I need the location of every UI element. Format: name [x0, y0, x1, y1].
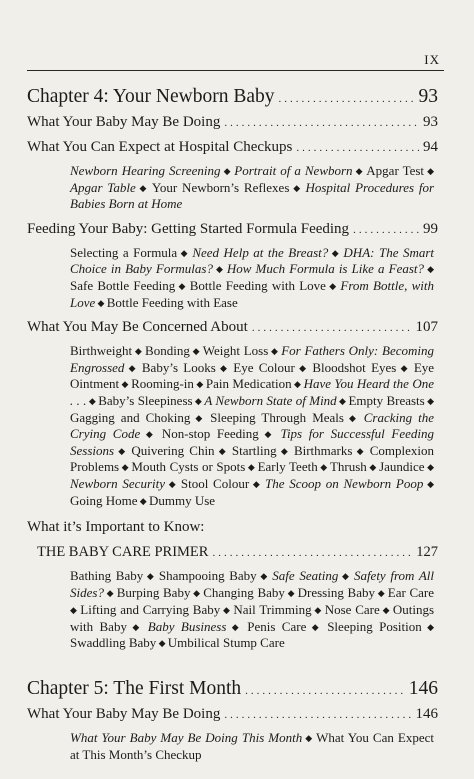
topic-item: Changing Baby — [203, 584, 285, 600]
topic-item: Penis Care — [247, 618, 307, 634]
diamond-separator-icon: ◆ — [245, 462, 258, 473]
dot-leader — [252, 322, 412, 334]
topic-item: Hospital Procedures for Babies Born at Home — [70, 179, 435, 212]
diamond-separator-icon: ◆ — [352, 445, 370, 456]
diamond-separator-icon: ◆ — [396, 362, 414, 373]
topic-item: Selecting a Formula — [70, 244, 178, 260]
diamond-separator-icon: ◆ — [114, 445, 132, 456]
diamond-separator-icon: ◆ — [424, 395, 435, 406]
diamond-separator-icon: ◆ — [306, 621, 328, 632]
topic-item: Sleeping Position — [327, 618, 422, 634]
diamond-separator-icon: ◆ — [175, 280, 190, 291]
topic-item: Cracking the Crying Code — [70, 409, 435, 442]
topic-item: Your Newborn’s Reflexes — [151, 179, 290, 195]
diamond-separator-icon: ◆ — [190, 587, 204, 598]
topic-item: Baby’s Looks — [141, 359, 216, 375]
diamond-separator-icon: ◆ — [165, 478, 181, 489]
diamond-separator-icon: ◆ — [124, 362, 142, 373]
topic-item: For Fathers Only: Becoming Engrossed — [70, 343, 434, 375]
diamond-separator-icon: ◆ — [193, 379, 206, 390]
topic-item: Lifting and Carrying Baby — [80, 602, 221, 618]
diamond-separator-icon: ◆ — [249, 478, 266, 489]
topic-item: Safe Seating — [272, 568, 339, 584]
toc-entry-page: 93 — [423, 114, 438, 130]
diamond-separator-icon: ◆ — [192, 395, 205, 406]
topic-item: Swaddling Baby — [70, 635, 157, 651]
topic-item: Mouth Cysts or Spots — [131, 459, 246, 475]
diamond-separator-icon: ◆ — [95, 297, 107, 308]
diamond-separator-icon: ◆ — [294, 362, 313, 373]
topic-item: Rooming-in — [131, 376, 194, 392]
diamond-separator-icon: ◆ — [302, 733, 317, 744]
topic-item: Bonding — [145, 343, 190, 359]
topic-item: Complexion Problems — [70, 442, 435, 475]
topic-item: Need Help at the Breast? — [192, 244, 329, 260]
diamond-separator-icon: ◆ — [258, 429, 281, 440]
topic-item: Quivering Chin — [131, 442, 215, 458]
topic-item: Empty Breasts — [348, 392, 425, 408]
diamond-separator-icon: ◆ — [119, 379, 132, 390]
toc-entry-title: What You Can Expect at Hospital Checkups — [27, 139, 293, 155]
toc-section-label: What it’s Important to Know: — [27, 519, 205, 536]
topic-item: Newborn Hearing Screening — [70, 163, 221, 178]
topic-item: Bottle Feeding with Love — [189, 277, 326, 293]
diamond-separator-icon: ◆ — [343, 412, 364, 423]
toc-entry-title: What You May Be Concerned About — [27, 319, 248, 336]
topic-item: Eye Ointment — [70, 359, 435, 392]
topic-item: What You Can Expect at This Month’s Checkup — [70, 730, 435, 762]
topic-list — [70, 245, 438, 311]
topic-item: How Much Formula is Like a Feast? — [226, 261, 425, 277]
toc-entry-title: THE BABY CARE PRIMER — [37, 544, 209, 561]
diamond-separator-icon: ◆ — [143, 571, 159, 582]
diamond-separator-icon: ◆ — [424, 462, 435, 473]
diamond-separator-icon: ◆ — [215, 362, 234, 373]
diamond-separator-icon: ◆ — [226, 621, 248, 632]
topic-item: Apgar Table — [70, 179, 136, 195]
diamond-separator-icon: ◆ — [366, 462, 380, 473]
topic-item: Burping Baby — [116, 584, 191, 600]
diamond-separator-icon: ◆ — [132, 346, 146, 357]
toc-entry-page: 93 — [418, 86, 438, 107]
topic-item: Dressing Baby — [297, 584, 375, 600]
toc-entry-title: What Your Baby May Be Doing — [27, 114, 221, 130]
diamond-separator-icon: ◆ — [284, 587, 298, 598]
diamond-separator-icon: ◆ — [156, 638, 168, 649]
topic-item: Baby Business — [147, 618, 227, 634]
diamond-separator-icon: ◆ — [328, 247, 344, 258]
topic-item: Safety from All Sides? — [70, 568, 434, 600]
topic-list — [70, 568, 438, 652]
diamond-separator-icon: ◆ — [212, 264, 227, 275]
diamond-separator-icon: ◆ — [338, 571, 354, 582]
toc-chapter-4[interactable] — [27, 86, 438, 108]
diamond-separator-icon: ◆ — [424, 264, 435, 275]
toc-section-baby-care-primer[interactable] — [37, 544, 438, 561]
topic-item: Shampooing Baby — [158, 568, 257, 584]
topic-item: Weight Loss — [202, 343, 269, 359]
topic-item: Tips for Successful Feeding Sessions — [70, 426, 435, 458]
topic-item: Stool Colour — [180, 475, 250, 491]
toc-section-hospital-checkups[interactable] — [27, 139, 438, 156]
toc-chapter-5[interactable] — [27, 678, 438, 700]
topic-item: Bottle Feeding with Ease — [106, 294, 238, 310]
diamond-separator-icon: ◆ — [140, 429, 162, 440]
diamond-separator-icon: ◆ — [268, 346, 282, 357]
topic-item: What Your Baby May Be Doing This Month — [70, 730, 303, 746]
diamond-separator-icon: ◆ — [276, 445, 294, 456]
toc-entry-title: What Your Baby May Be Doing — [27, 706, 221, 723]
topic-item: From Bottle, with Love — [70, 277, 434, 310]
topic-item: Early Teeth — [257, 459, 318, 475]
topic-item: Going Home — [70, 492, 138, 508]
diamond-separator-icon: ◆ — [291, 379, 304, 390]
topic-list — [70, 730, 438, 763]
diamond-separator-icon: ◆ — [189, 346, 203, 357]
toc-entry-page: 127 — [416, 544, 438, 561]
dot-leader — [224, 117, 419, 129]
page-number: IX — [424, 52, 440, 67]
diamond-separator-icon: ◆ — [375, 587, 388, 598]
dot-leader — [279, 93, 415, 105]
topic-item: Birthmarks — [293, 442, 353, 458]
toc-entry-title: Chapter 5: The First Month — [27, 678, 242, 700]
diamond-separator-icon: ◆ — [86, 395, 99, 406]
diamond-separator-icon: ◆ — [103, 587, 117, 598]
diamond-separator-icon: ◆ — [256, 571, 273, 582]
diamond-separator-icon: ◆ — [177, 247, 193, 258]
diamond-separator-icon: ◆ — [126, 621, 148, 632]
diamond-separator-icon: ◆ — [220, 166, 235, 176]
topic-item: Bathing Baby — [70, 568, 144, 584]
topic-item: Pain Medication — [205, 376, 292, 392]
diamond-separator-icon: ◆ — [424, 166, 435, 176]
dot-leader — [296, 142, 419, 154]
toc-section-first-month-doing[interactable] — [27, 706, 438, 723]
toc-entry-page: 94 — [423, 139, 438, 155]
toc-entry-page: 107 — [415, 319, 438, 336]
diamond-separator-icon: ◆ — [119, 462, 132, 473]
topic-item: Startling — [231, 442, 277, 458]
diamond-separator-icon: ◆ — [336, 395, 349, 406]
topic-item: Non-stop Feeding — [161, 426, 259, 442]
topic-item: Eye Colour — [233, 359, 295, 375]
table-of-contents — [27, 86, 438, 767]
diamond-separator-icon: ◆ — [352, 166, 367, 176]
topic-list — [70, 163, 438, 213]
diamond-separator-icon: ◆ — [311, 605, 325, 616]
toc-entry-title: Feeding Your Baby: Getting Started Formula Feeding — [27, 220, 350, 237]
topic-item: Umbilical Stump Care — [167, 635, 285, 651]
diamond-separator-icon: ◆ — [70, 605, 81, 616]
toc-entry-page: 146 — [408, 678, 438, 700]
toc-section-formula-feeding[interactable] — [27, 221, 438, 238]
topic-item: Ear Care — [387, 584, 435, 600]
topic-item: Nail Trimming — [233, 602, 312, 618]
dot-leader — [212, 547, 412, 559]
diamond-separator-icon: ◆ — [289, 182, 306, 193]
diamond-separator-icon: ◆ — [135, 182, 152, 193]
dot-leader — [224, 709, 411, 721]
topic-item: Gagging and Choking — [70, 409, 191, 425]
dot-leader — [353, 224, 419, 236]
topic-item: Have You Heard the One . . . — [70, 376, 435, 408]
topic-item: Sleeping Through Meals — [210, 409, 344, 425]
diamond-separator-icon: ◆ — [214, 445, 232, 456]
topic-item: Thrush — [329, 459, 367, 475]
topic-item: Outings with Baby — [70, 602, 435, 634]
topic-item: Bloodshot Eyes — [312, 359, 397, 375]
topic-item: Dummy Use — [148, 492, 216, 508]
diamond-separator-icon: ◆ — [190, 412, 211, 423]
topic-item: DHA: The Smart Choice in Baby Formulas? — [70, 244, 435, 277]
diamond-separator-icon: ◆ — [317, 462, 330, 473]
topic-item: A Newborn State of Mind — [204, 392, 337, 408]
diamond-separator-icon: ◆ — [220, 605, 234, 616]
topic-item: Safe Bottle Feeding — [70, 277, 176, 293]
toc-section-baby-doing[interactable] — [27, 114, 438, 131]
diamond-separator-icon: ◆ — [137, 495, 149, 506]
topic-item: Portrait of a Newborn — [234, 163, 353, 178]
topic-item: Apgar Test — [366, 163, 425, 178]
diamond-separator-icon: ◆ — [423, 478, 435, 489]
diamond-separator-icon: ◆ — [421, 621, 435, 632]
topic-item: Baby’s Sleepiness — [98, 392, 193, 408]
dot-leader — [245, 685, 405, 697]
topic-list — [70, 343, 438, 509]
topic-item: Nose Care — [324, 602, 380, 618]
header-rule — [27, 70, 444, 71]
diamond-separator-icon: ◆ — [325, 280, 341, 291]
toc-entry-page: 146 — [415, 706, 438, 723]
toc-entry-page: 99 — [423, 220, 438, 237]
diamond-separator-icon: ◆ — [379, 605, 393, 616]
topic-item: Newborn Security — [70, 475, 165, 491]
toc-section-concerns[interactable] — [27, 319, 438, 336]
topic-item: The Scoop on Newborn Poop — [265, 475, 424, 491]
topic-item: Birthweight — [70, 343, 133, 359]
topic-item: Jaundice — [379, 459, 425, 475]
toc-entry-title: Chapter 4: Your Newborn Baby — [27, 86, 275, 107]
